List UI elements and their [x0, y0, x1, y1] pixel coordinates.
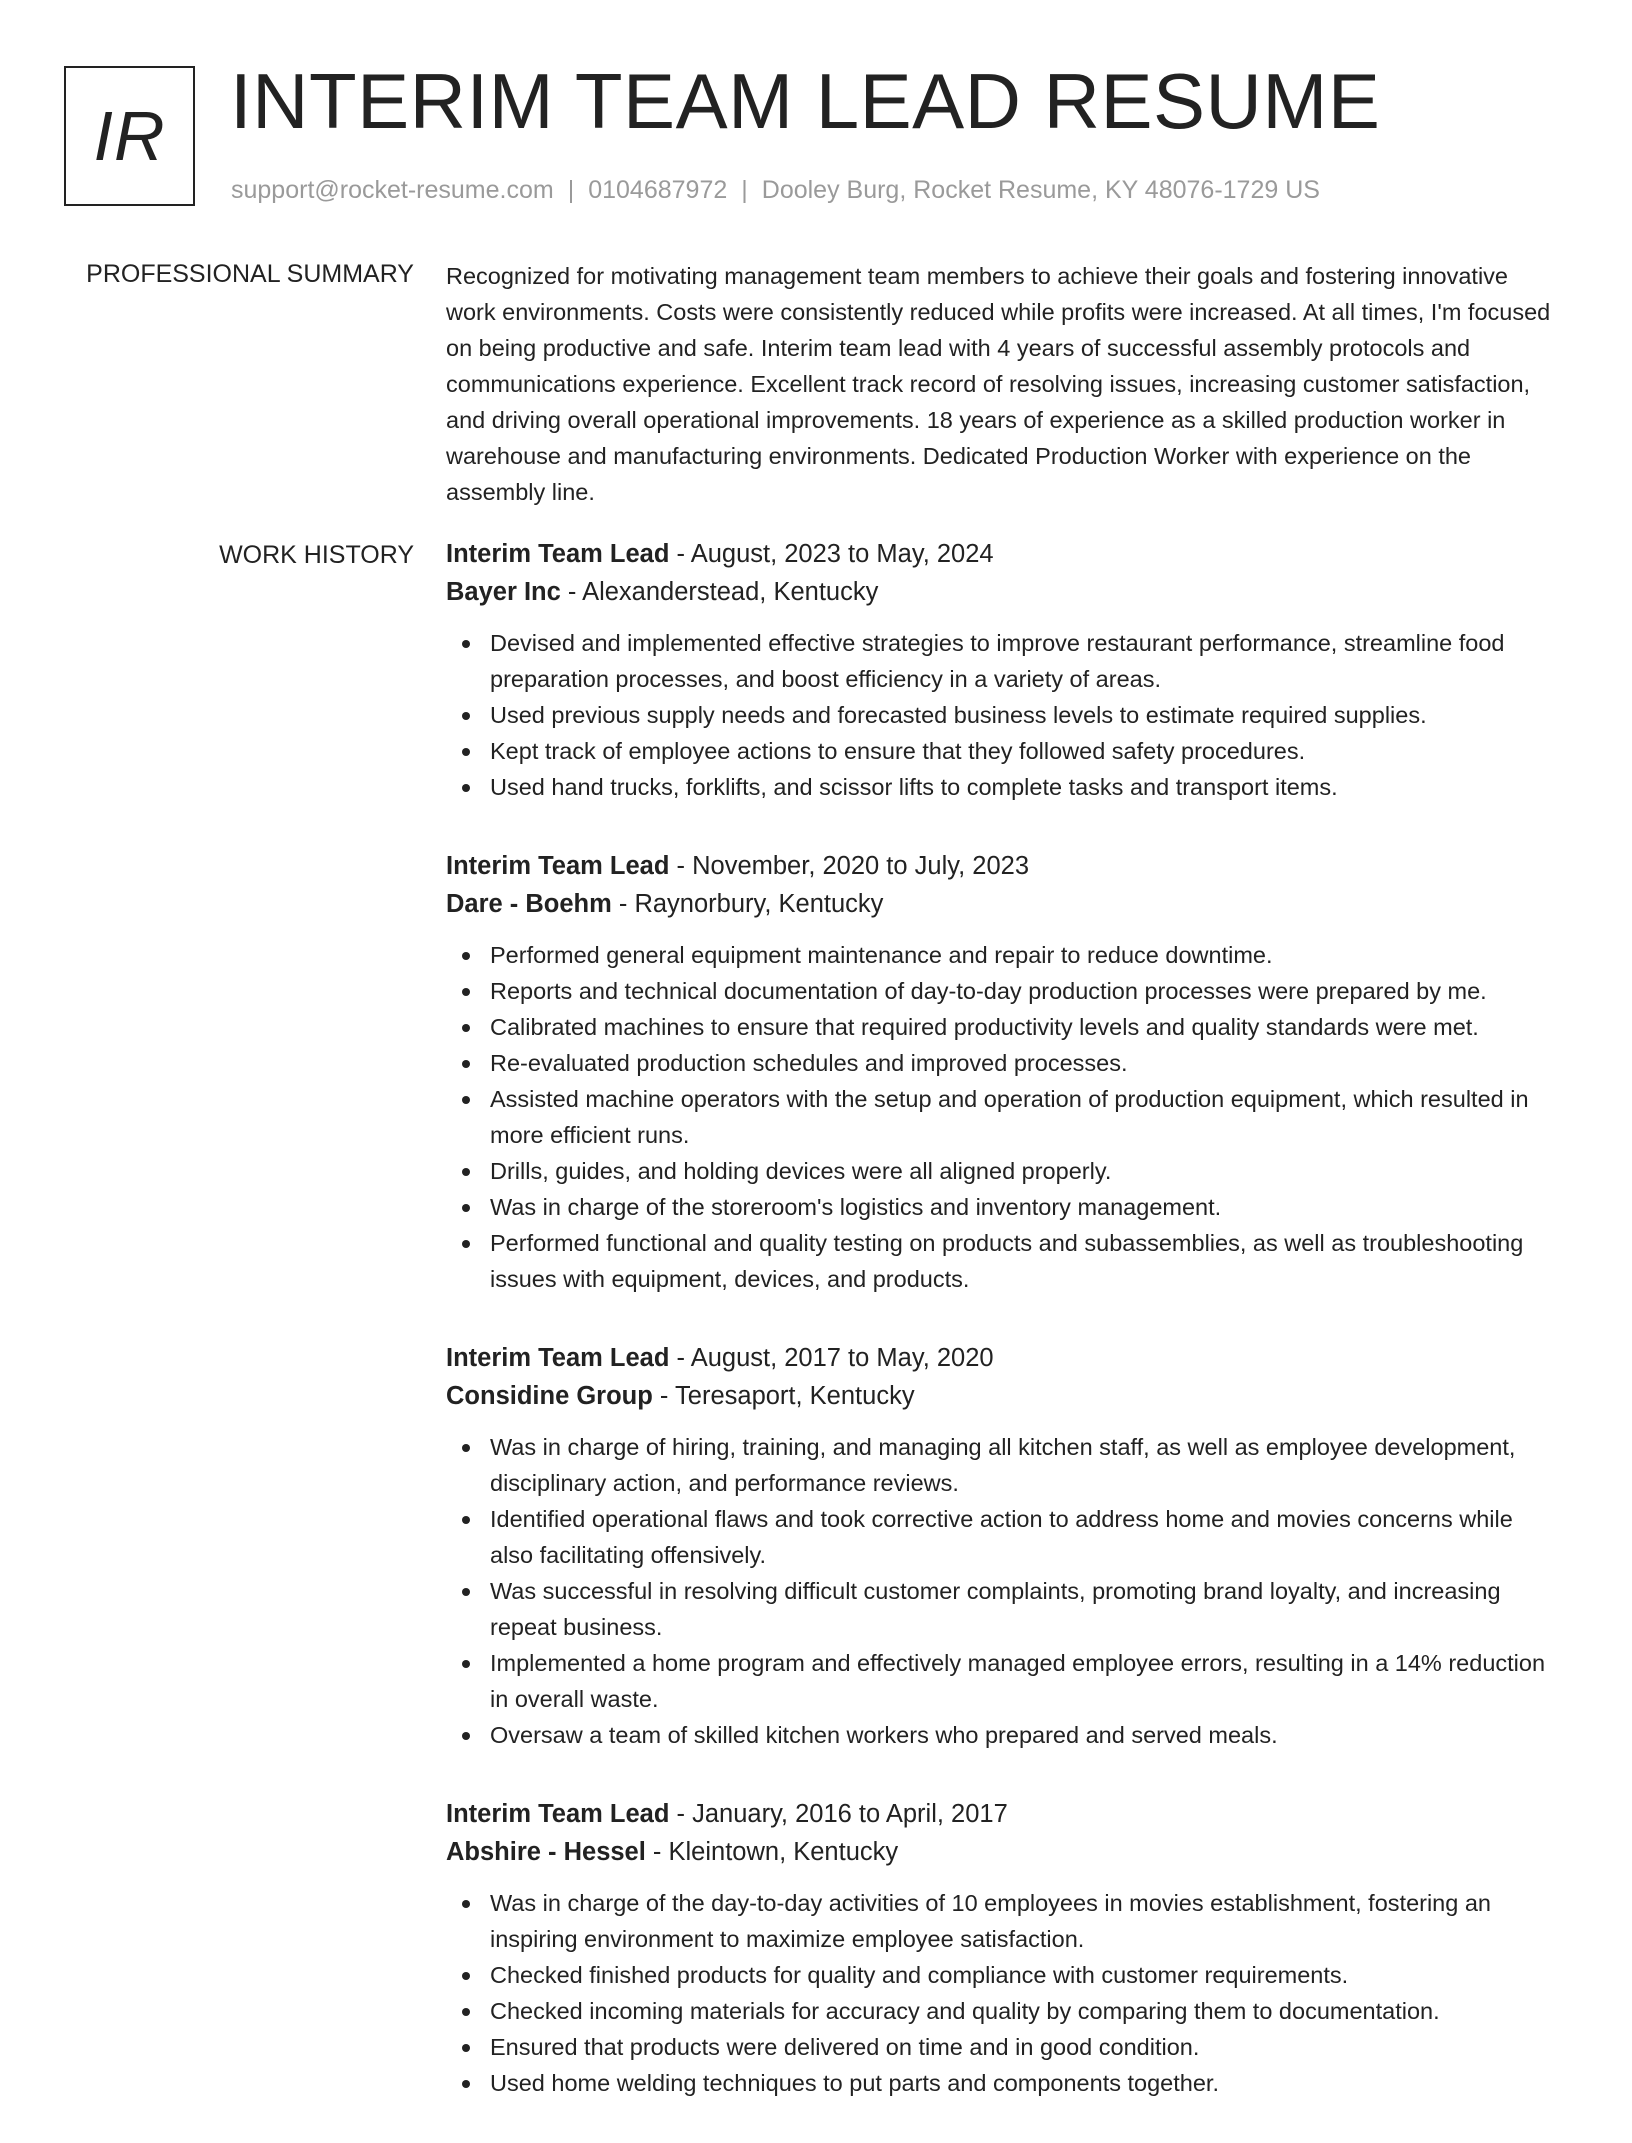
- duty-item: Identified operational flaws and took corrective action to address home and movies concerns while also facilitating offensively.: [490, 1501, 1556, 1573]
- job-company-line: [446, 1833, 1556, 1871]
- job-duties: [446, 625, 1556, 805]
- job-title: Interim Team Lead: [446, 852, 670, 880]
- duty-item: Devised and implemented effective strategies to improve restaurant performance, streamline food preparation processes, and boost efficiency in a variety of areas.: [490, 625, 1556, 697]
- duty-item: Was in charge of the day-to-day activities of 10 employees in movies establishment, fostering an inspiring environment to maximize employee satisfaction.: [490, 1885, 1556, 1957]
- job-title-line: [446, 535, 1556, 573]
- work-history-heading: WORK HISTORY: [219, 541, 414, 569]
- resume-title: INTERIM TEAM LEAD RESUME: [230, 57, 1381, 145]
- duty-item: Ensured that products were delivered on time and in good condition.: [490, 2029, 1556, 2065]
- job-title-line: [446, 847, 1556, 885]
- job-company: Bayer Inc: [446, 578, 561, 606]
- duty-item: Was in charge of the storeroom's logistics and inventory management.: [490, 1189, 1556, 1225]
- duty-item: Calibrated machines to ensure that required productivity levels and quality standards were met.: [490, 1009, 1556, 1045]
- job-dates: - August, 2023 to May, 2024: [669, 540, 994, 568]
- job-dates: - August, 2017 to May, 2020: [669, 1344, 994, 1372]
- duty-item: Implemented a home program and effectively managed employee errors, resulting in a 14% reduction in overall waste.: [490, 1645, 1556, 1717]
- job-entry: [446, 1339, 1556, 1753]
- job-company: Considine Group: [446, 1382, 653, 1410]
- duty-item: Drills, guides, and holding devices were all aligned properly.: [490, 1153, 1556, 1189]
- job-title: Interim Team Lead: [446, 540, 670, 568]
- job-dates: - November, 2020 to July, 2023: [669, 852, 1030, 880]
- summary-text: Recognized for motivating management team members to achieve their goals and fostering innovative work environments. Costs were consistently reduced while profits were increased. At all times, I'm focused on being productive and safe. Interim team lead with 4 years of successful assembly protocols and communications experience. Excellent track record of resolving issues, increasing customer satisfaction, and driving overall operational improvements. 18 years of experience as a skilled production worker in warehouse and manufacturing environments. Dedicated Production Worker with experience on the assembly line.: [446, 263, 1551, 505]
- job-duties: [446, 1429, 1556, 1753]
- duty-item: Was in charge of hiring, training, and managing all kitchen staff, as well as employee development, disciplinary action, and performance reviews.: [490, 1429, 1556, 1501]
- duty-item: Used previous supply needs and forecasted business levels to estimate required supplies.: [490, 697, 1556, 733]
- job-location: - Alexanderstead, Kentucky: [560, 578, 879, 606]
- duty-item: Performed general equipment maintenance and repair to reduce downtime.: [490, 937, 1556, 973]
- duty-item: Was successful in resolving difficult customer complaints, promoting brand loyalty, and increasing repeat business.: [490, 1573, 1556, 1645]
- job-location: - Kleintown, Kentucky: [645, 1838, 899, 1866]
- summary-heading: PROFESSIONAL SUMMARY: [86, 260, 414, 288]
- job-location: - Teresaport, Kentucky: [652, 1382, 915, 1410]
- job-entry: [446, 535, 1556, 805]
- duty-item: Re-evaluated production schedules and improved processes.: [490, 1045, 1556, 1081]
- job-location: - Raynorbury, Kentucky: [611, 890, 884, 918]
- job-entry: [446, 847, 1556, 1297]
- job-list: [446, 535, 1556, 2143]
- duty-item: Used home welding techniques to put parts and components together.: [490, 2065, 1556, 2101]
- job-title: Interim Team Lead: [446, 1800, 670, 1828]
- job-company-line: [446, 1377, 1556, 1415]
- job-company-line: [446, 573, 1556, 611]
- job-title-line: [446, 1795, 1556, 1833]
- duty-item: Checked incoming materials for accuracy and quality by comparing them to documentation.: [490, 1993, 1556, 2029]
- monogram-logo: [64, 66, 195, 206]
- contact-email[interactable]: support@rocket-resume.com: [231, 176, 554, 204]
- duty-item: Used hand trucks, forklifts, and scissor lifts to complete tasks and transport items.: [490, 769, 1556, 805]
- duty-item: Checked finished products for quality and compliance with customer requirements.: [490, 1957, 1556, 1993]
- duty-item: Performed functional and quality testing on products and subassemblies, as well as troubleshooting issues with equipment, devices, and products.: [490, 1225, 1556, 1297]
- contact-line: [231, 174, 1320, 206]
- duty-item: Assisted machine operators with the setup and operation of production equipment, which resulted in more efficient runs.: [490, 1081, 1556, 1153]
- contact-separator: |: [567, 176, 575, 204]
- job-duties: [446, 937, 1556, 1297]
- job-company: Dare - Boehm: [446, 890, 612, 918]
- contact-phone[interactable]: 0104687972: [588, 176, 728, 204]
- job-company: Abshire - Hessel: [446, 1838, 646, 1866]
- monogram-initials: IR: [93, 97, 166, 175]
- job-company-line: [446, 885, 1556, 923]
- job-entry: [446, 1795, 1556, 2101]
- duty-item: Kept track of employee actions to ensure that they followed safety procedures.: [490, 733, 1556, 769]
- job-dates: - January, 2016 to April, 2017: [669, 1800, 1008, 1828]
- duty-item: Reports and technical documentation of day-to-day production processes were prepared by me.: [490, 973, 1556, 1009]
- contact-separator: |: [741, 176, 748, 204]
- contact-address: Dooley Burg, Rocket Resume, KY 48076-1729 US: [761, 176, 1320, 204]
- job-duties: [446, 1885, 1556, 2101]
- job-title: Interim Team Lead: [446, 1344, 670, 1372]
- duty-item: Oversaw a team of skilled kitchen workers who prepared and served meals.: [490, 1717, 1556, 1753]
- job-title-line: [446, 1339, 1556, 1377]
